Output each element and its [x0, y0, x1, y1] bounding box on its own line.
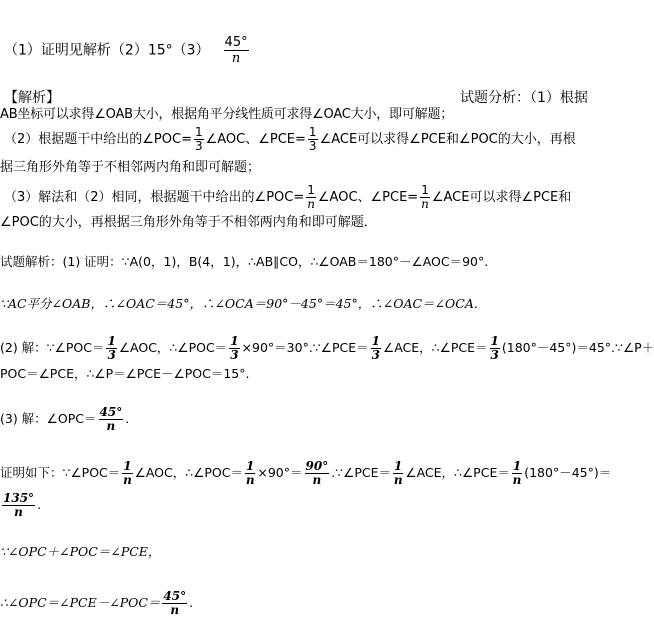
answer-fraction: [224, 35, 249, 66]
solution-line-6: [0, 460, 611, 487]
fraction-one-third: $\frac{1}{3}$: [371, 334, 380, 362]
text: .: [37, 497, 42, 512]
text: （2）根据题干中给出的∠POC=: [4, 132, 192, 147]
analysis-tag: 【解析】: [4, 90, 60, 106]
text: ∠ACE可以求得∠PCE和∠POC的大小，再根: [319, 132, 576, 147]
text: (3) 解：∠OPC＝: [0, 411, 97, 426]
solution-line-3: [0, 335, 654, 362]
fraction-one-over-n: $\frac{1}{n}$: [393, 459, 403, 487]
fraction-one-third: $\frac{1}{3}$: [194, 125, 203, 153]
fraction-one-over-n: $\frac{1}{n}$: [123, 459, 132, 487]
solution-line-7: [0, 492, 41, 519]
text: ∠AOC、∠PCE=: [317, 190, 419, 205]
text: ∠AOC、∠PCE=: [205, 132, 306, 147]
fraction-135-over-n: $\frac{135^\circ}{n}$: [3, 491, 35, 519]
analysis-line-2: [4, 126, 576, 153]
text: (2) 解：∵∠POC＝: [0, 340, 105, 355]
fraction-numerator: 45°: [224, 35, 248, 50]
fraction-45-over-n: $\frac{45^\circ}{n}$: [163, 589, 187, 617]
fraction-one-over-n: $\frac{1}{n}$: [421, 183, 429, 211]
fraction-one-third: $\frac{1}{3}$: [490, 334, 499, 362]
text: ×90°＝: [257, 465, 303, 480]
solution-line-2: ∵AC平分∠OAB，∴∠OAC＝45°，∴∠OCA＝90°－45°＝45°，∴∠OAC＝∠OCA.: [0, 296, 478, 311]
solution-line-8: ∵∠OPC＋∠POC＝∠PCE，: [0, 544, 161, 559]
answer-line: [4, 35, 251, 66]
fraction-45-over-n: $\frac{45^\circ}{n}$: [99, 405, 123, 433]
solution-line-5: [0, 406, 129, 433]
text: ∠ACE，∴∠PCE＝: [383, 340, 488, 355]
analysis-line-5: ∠POC的大小，再根据三角形外角等于不相邻两内角和即可解题．: [0, 215, 377, 230]
text: .: [189, 595, 194, 610]
fraction-one-third: $\frac{1}{3}$: [107, 334, 116, 362]
fraction-one-third: $\frac{1}{3}$: [230, 334, 239, 362]
text: .∵∠PCE＝: [331, 465, 391, 480]
text: ∠ACE可以求得∠PCE和: [431, 190, 572, 205]
solution-line-4: POC＝∠PCE，∴∠P＝∠PCE－∠POC＝15°.: [0, 366, 250, 381]
text: ∴∠OPC＝∠PCE－∠POC＝: [0, 595, 161, 610]
analysis-line-3: 据三角形外角等于不相邻两内角和即可解题；: [0, 160, 261, 175]
text: (180°－45°)＝45°.∵∠P＋: [501, 340, 654, 355]
text: ∠AOC，∴∠POC＝: [118, 340, 228, 355]
fraction-90-over-n: $\frac{90^\circ}{n}$: [305, 459, 329, 487]
fraction-one-over-n: $\frac{1}{n}$: [512, 459, 522, 487]
text: (180°－45°)＝: [524, 465, 612, 480]
text: ∠ACE，∴∠PCE＝: [405, 465, 510, 480]
text: ∠AOC，∴∠POC＝: [134, 465, 243, 480]
text: .: [125, 411, 130, 426]
fraction-one-over-n: $\frac{1}{n}$: [245, 459, 255, 487]
text: （3）解法和（2）相同，根据题干中给出的∠POC=: [4, 190, 305, 205]
solution-line-1: 试题解析：(1) 证明：∵A(0，1)，B(4，1)，∴AB∥CO，∴∠OAB＝180°－∠AOC＝90°.: [0, 254, 489, 269]
fraction-one-over-n: $\frac{1}{n}$: [307, 183, 315, 211]
text: ×90°＝30°.∵∠PCE＝: [241, 340, 369, 355]
solution-line-9: [0, 590, 193, 617]
analysis-line-1: AB坐标可以求得∠OAB大小，根据角平分线性质可求得∠OAC大小，即可解题；: [0, 107, 454, 122]
fraction-one-third: $\frac{1}{3}$: [308, 125, 317, 153]
text: 证明如下：∵∠POC＝: [0, 465, 121, 480]
answer-text: （1）证明见解析（2）15°（3）: [4, 42, 210, 59]
analysis-line-4: [4, 184, 571, 211]
fraction-denominator: n: [231, 51, 241, 66]
analysis-title: 试题分析：（1）根据: [460, 90, 588, 106]
